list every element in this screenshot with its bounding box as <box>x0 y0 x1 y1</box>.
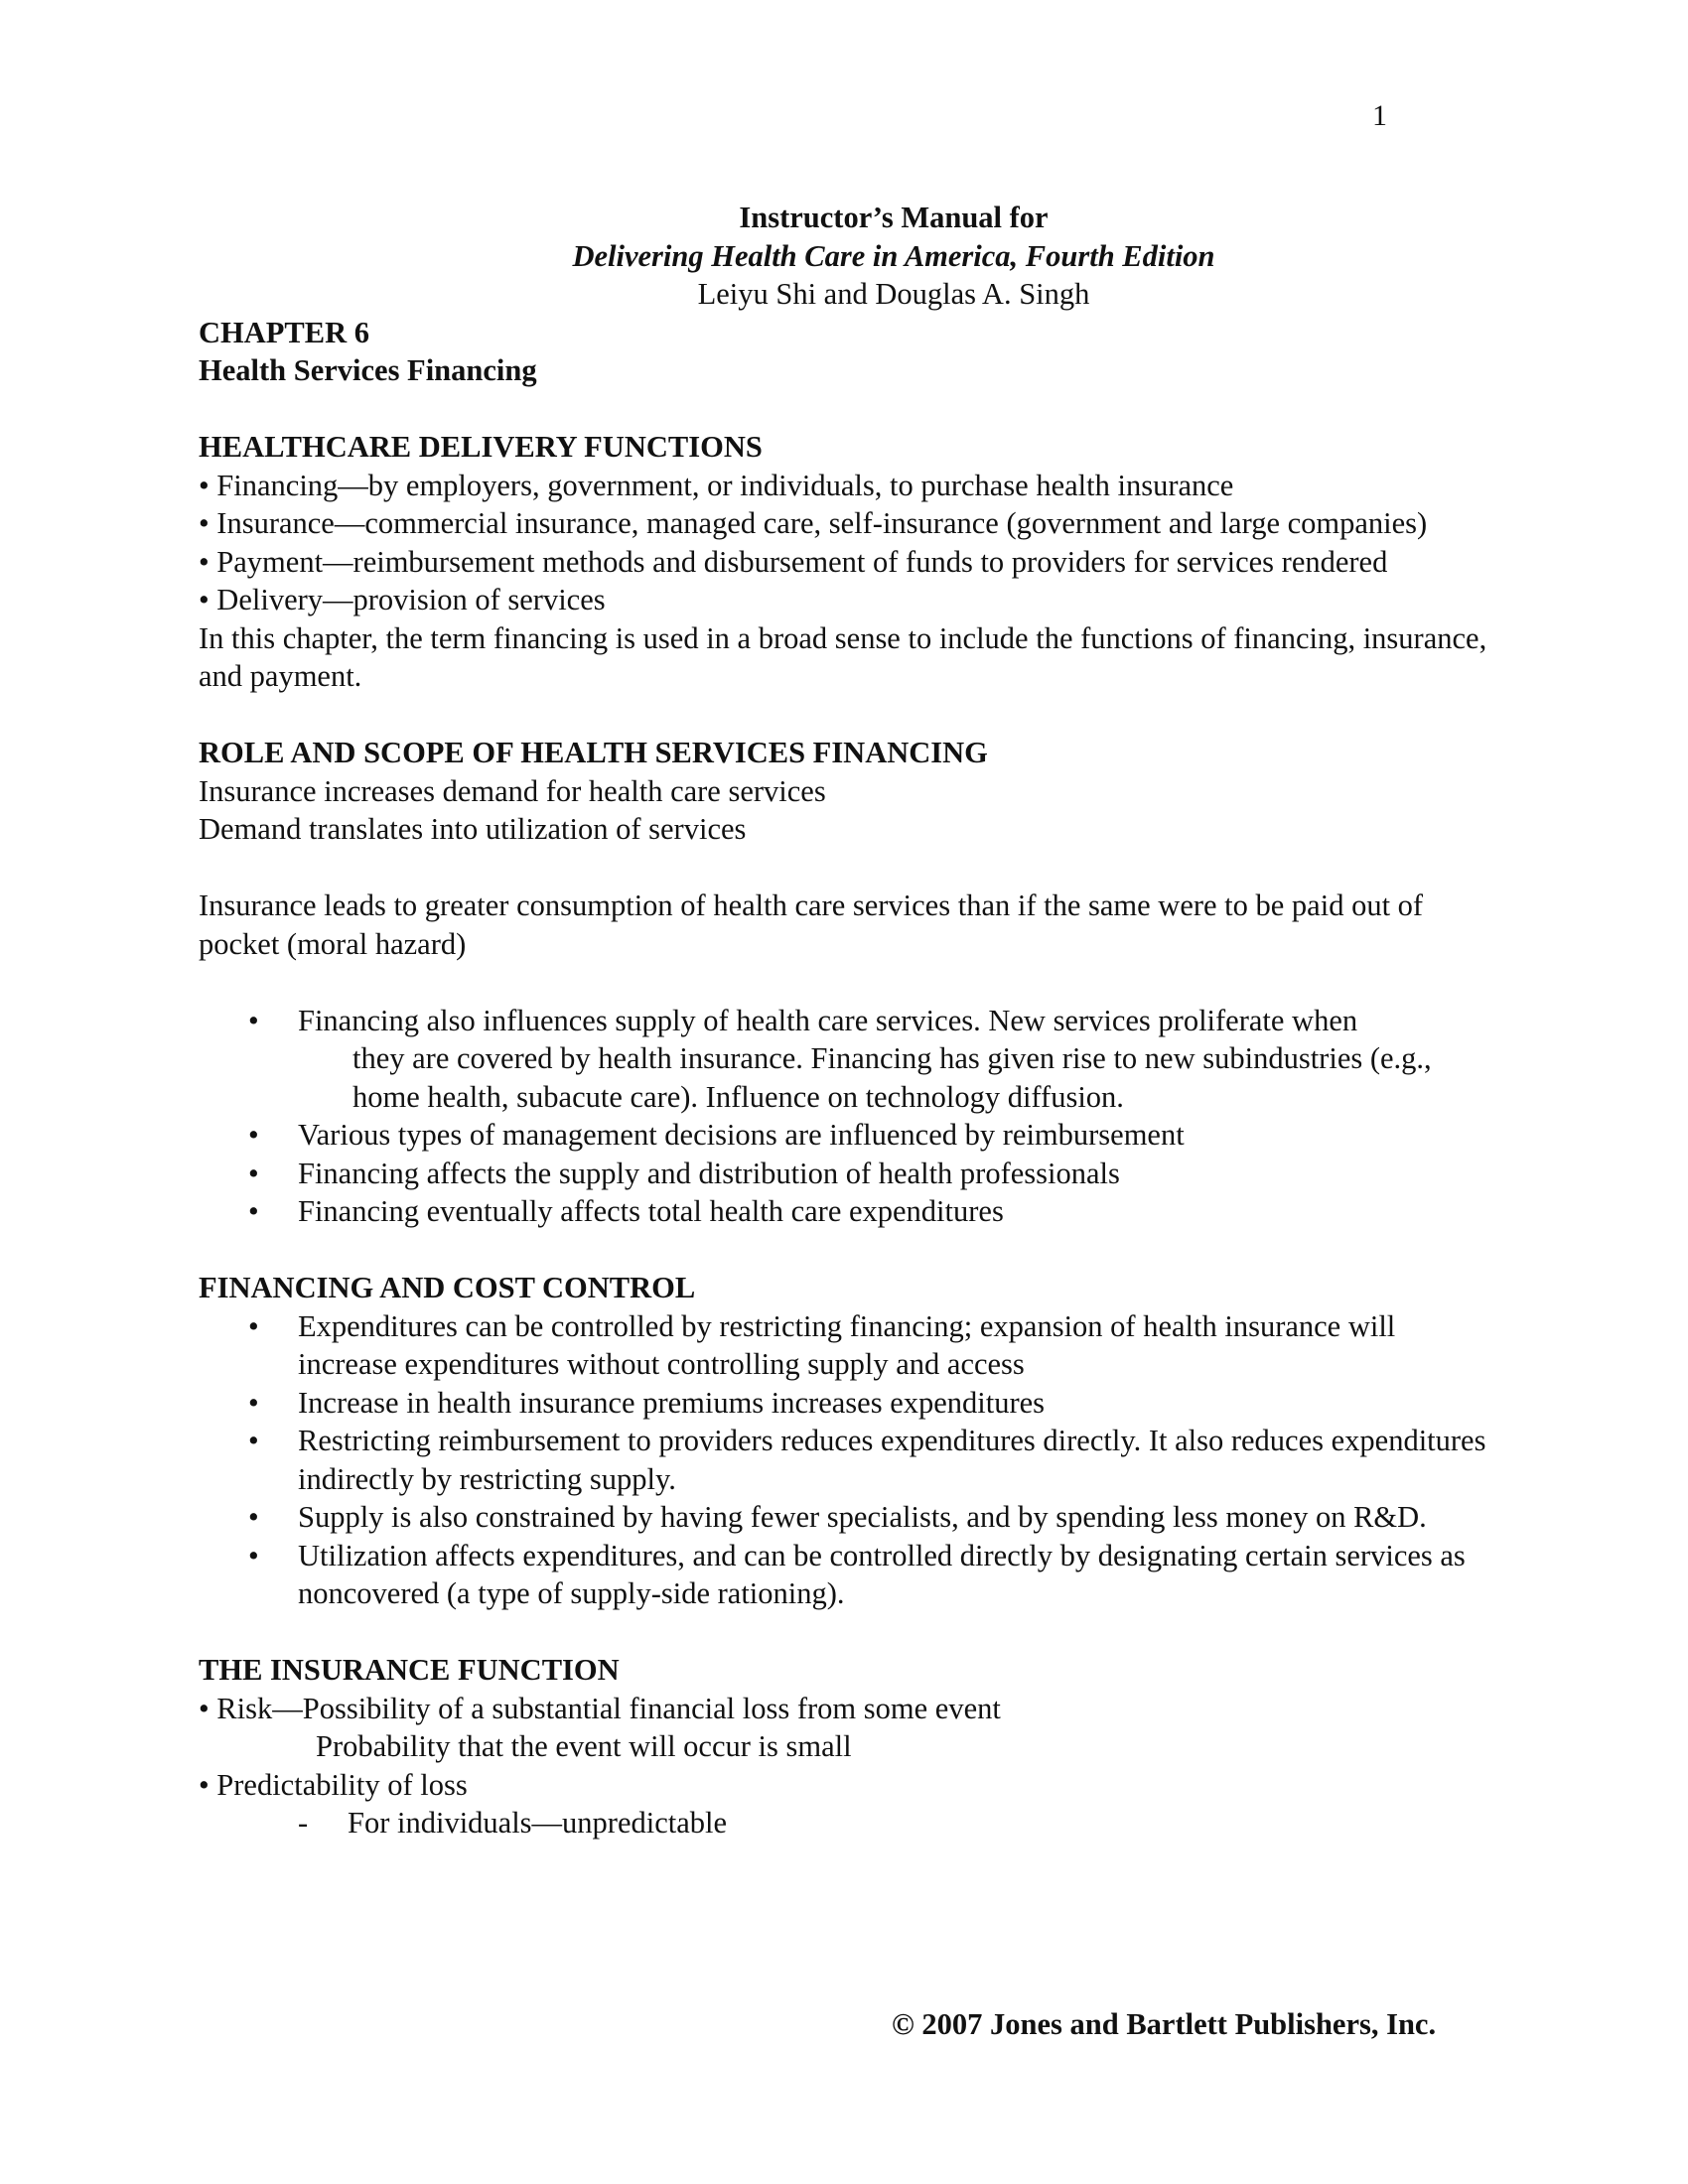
bullet-list <box>199 1307 1489 1613</box>
section-heading-insurance-function: THE INSURANCE FUNCTION <box>199 1653 620 1687</box>
list-item: • Increase in health insurance premiums increases expenditures <box>199 1384 1489 1423</box>
dash-item: - For individuals—unpredictable <box>199 1804 1489 1843</box>
chapter-label: CHAPTER 6 <box>199 315 369 349</box>
bullet-marker: • <box>248 1003 259 1037</box>
bullet-marker: • <box>248 1156 259 1190</box>
list-item: • Financing eventually affects total health care expenditures <box>199 1192 1489 1231</box>
list-item: • Delivery—provision of services <box>199 583 606 616</box>
paragraph: Insurance leads to greater consumption of health care services than if the same were to be paid out of pocket (moral hazard) <box>199 888 1424 961</box>
bullet-marker: • <box>248 1308 259 1343</box>
chapter-title: Health Services Financing <box>199 353 537 387</box>
paragraph: In this chapter, the term financing is used in a broad sense to include the functions of financing, insurance, and payment. <box>199 620 1487 693</box>
copyright-footer: © 2007 Jones and Bartlett Publishers, Inc. <box>892 2007 1437 2041</box>
list-item: • Restricting reimbursement to providers reduces expenditures directly. It also reduces expenditures indirectly by restricting supply. <box>248 1424 1486 1496</box>
sub-line: Probability that the event will occur is small <box>316 1729 852 1763</box>
book-title: Delivering Health Care in America, Fourth Edition <box>572 238 1215 273</box>
bullet-marker: • <box>248 1118 259 1152</box>
list-item: • Financing—by employers, government, or individuals, to purchase health insurance <box>199 468 1234 502</box>
bullet-marker: • <box>248 1500 259 1534</box>
dash-marker: - <box>298 1806 309 1840</box>
bullet-marker: • <box>248 1385 259 1420</box>
bullet-list <box>199 1002 1489 1231</box>
text-line: Insurance increases demand for health care services <box>199 773 826 808</box>
section-heading-cost-control: FINANCING AND COST CONTROL <box>199 1271 696 1304</box>
page-content <box>199 199 1489 1843</box>
bullet-marker: • <box>248 1538 259 1572</box>
section-heading-role-scope: ROLE AND SCOPE OF HEALTH SERVICES FINANCING <box>199 736 988 769</box>
text-line: Demand translates into utilization of services <box>199 812 747 846</box>
document-header <box>199 199 1489 314</box>
list-item: • Various types of management decisions are influenced by reimbursement <box>199 1116 1489 1155</box>
bullet-marker: • <box>248 1424 259 1457</box>
list-item: • Predictability of loss <box>199 1767 468 1802</box>
authors: Leiyu Shi and Douglas A. Singh <box>697 277 1090 311</box>
list-item: • Risk—Possibility of a substantial financial loss from some event <box>199 1691 1001 1725</box>
list-item: • Payment—reimbursement methods and disbursement of funds to providers for services rendered <box>199 544 1388 579</box>
section-heading-delivery-functions: HEALTHCARE DELIVERY FUNCTIONS <box>199 430 763 464</box>
list-item: • Insurance—commercial insurance, managed care, self-insurance (government and large companies) <box>199 506 1428 540</box>
list-item: • Expenditures can be controlled by restricting financing; expansion of health insurance will increase expenditures without controlling supply and access <box>248 1308 1396 1381</box>
list-item: • Supply is also constrained by having fewer specialists, and by spending less money on R&D. <box>199 1498 1489 1537</box>
list-item: • Utilization affects expenditures, and can be controlled directly by designating certain services as noncovered (a type of supply-side rationing). <box>248 1538 1466 1610</box>
manual-title: Instructor’s Manual for <box>739 201 1049 234</box>
bullet-marker: • <box>248 1194 259 1228</box>
page-number: 1 <box>1372 99 1387 132</box>
list-item: • Financing also influences supply of health care services. New services proliferate when they are covered by health insurance. Financing has given rise to new subindustries (e.g., home health, subacute care). Influence on technology diffusion. <box>248 1003 1432 1114</box>
list-item: • Financing affects the supply and distribution of health professionals <box>199 1155 1489 1193</box>
